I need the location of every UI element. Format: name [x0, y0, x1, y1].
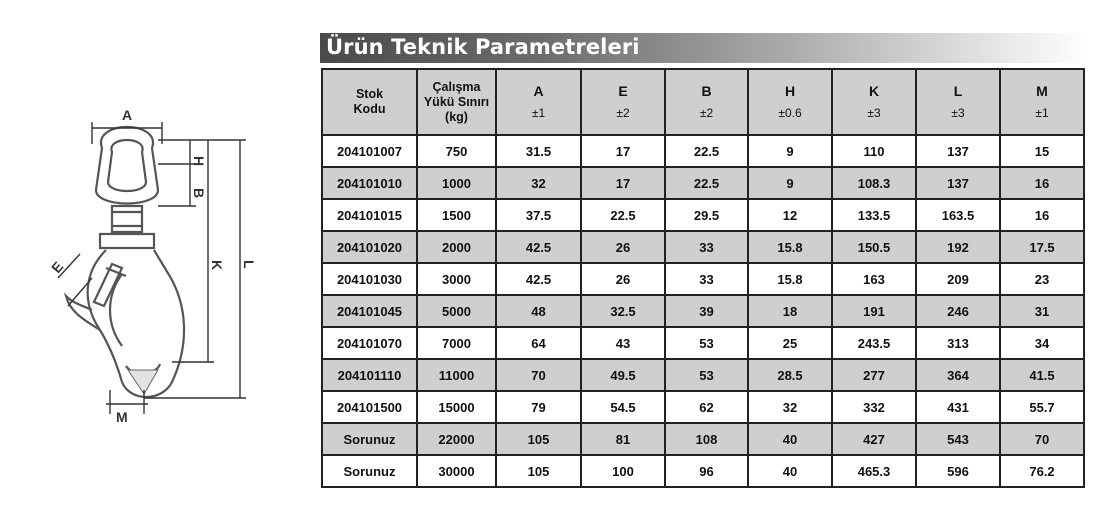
table-row [322, 327, 1084, 359]
hook-diagram [40, 100, 280, 430]
table-cell: 465.3 [832, 455, 916, 487]
table-cell: 32 [496, 167, 581, 199]
table-cell: 277 [832, 359, 916, 391]
table-cell: 28.5 [748, 359, 832, 391]
table-cell: 163 [832, 263, 916, 295]
column-header [1000, 69, 1084, 135]
table-cell: 1500 [417, 199, 496, 231]
table-cell: 53 [665, 327, 748, 359]
table-cell: 81 [581, 423, 665, 455]
table-cell: 76.2 [1000, 455, 1084, 487]
table-cell: 18 [748, 295, 832, 327]
column-tolerance: ±2 [699, 106, 714, 120]
table-cell: 15 [1000, 135, 1084, 167]
column-tolerance: ±2 [616, 106, 630, 120]
table-cell: 204101070 [322, 327, 417, 359]
column-header-label: (kg) [445, 109, 468, 124]
table-cell: 70 [1000, 423, 1084, 455]
table-cell: 110 [832, 135, 916, 167]
table-cell: Sorunuz [322, 423, 417, 455]
column-header [496, 69, 581, 135]
table-cell: Sorunuz [322, 455, 417, 487]
table-cell: 9 [748, 135, 832, 167]
table-cell: 17 [581, 135, 665, 167]
table-cell: 3000 [417, 263, 496, 295]
dim-label-h: H [191, 156, 207, 167]
column-header-label: L [953, 83, 963, 99]
table-cell: 33 [665, 263, 748, 295]
table-cell: 204101020 [322, 231, 417, 263]
table-cell: 108.3 [832, 167, 916, 199]
column-tolerance: ±1 [1035, 106, 1049, 120]
table-row [322, 199, 1084, 231]
table-cell: 40 [748, 455, 832, 487]
dim-label-m: M [116, 409, 128, 425]
table-cell: 9 [748, 167, 832, 199]
table-cell: 431 [916, 391, 1000, 423]
column-header-label: A [533, 83, 544, 99]
table-cell: 70 [496, 359, 581, 391]
column-header [665, 69, 748, 135]
table-cell: 34 [1000, 327, 1084, 359]
table-cell: 23 [1000, 263, 1084, 295]
table-cell: 15.8 [748, 263, 832, 295]
dim-label-a: A [122, 107, 133, 123]
table-row [322, 231, 1084, 263]
table-cell: 49.5 [581, 359, 665, 391]
column-header [322, 69, 417, 135]
table-cell: 243.5 [832, 327, 916, 359]
column-tolerance: ±0.6 [778, 106, 802, 120]
table-cell: 163.5 [916, 199, 1000, 231]
table-cell: 17.5 [1000, 231, 1084, 263]
table-cell: 137 [916, 167, 1000, 199]
column-header [832, 69, 916, 135]
table-cell: 41.5 [1000, 359, 1084, 391]
column-header-label: K [868, 83, 880, 99]
table-cell: 53 [665, 359, 748, 391]
table-cell: 11000 [417, 359, 496, 391]
column-header-label: Çalışma [432, 79, 481, 94]
column-tolerance: ±3 [951, 106, 965, 120]
table-cell: 192 [916, 231, 1000, 263]
table-row [322, 167, 1084, 199]
table-cell: 22000 [417, 423, 496, 455]
table-cell: 108 [665, 423, 748, 455]
column-header [417, 69, 496, 135]
dim-label-k: K [209, 260, 225, 271]
table-row [322, 135, 1084, 167]
table-cell: 7000 [417, 327, 496, 359]
table-cell: 596 [916, 455, 1000, 487]
table-cell: 105 [496, 423, 581, 455]
column-header [748, 69, 832, 135]
table-cell: 150.5 [832, 231, 916, 263]
table-cell: 12 [748, 199, 832, 231]
table-cell: 313 [916, 327, 1000, 359]
table-cell: 543 [916, 423, 1000, 455]
table-cell: 29.5 [665, 199, 748, 231]
table-cell: 62 [665, 391, 748, 423]
table-row [322, 391, 1084, 423]
table-cell: 43 [581, 327, 665, 359]
table-cell: 39 [665, 295, 748, 327]
table-cell: 750 [417, 135, 496, 167]
dim-label-l: L [241, 260, 257, 269]
table-cell: 22.5 [665, 135, 748, 167]
table-cell: 16 [1000, 199, 1084, 231]
table-cell: 204101010 [322, 167, 417, 199]
table-row [322, 295, 1084, 327]
table-cell: 191 [832, 295, 916, 327]
table-cell: 204101045 [322, 295, 417, 327]
column-header-label: Kodu [353, 102, 386, 116]
section-title: Ürün Teknik Parametreleri [326, 35, 640, 59]
table-cell: 42.5 [496, 263, 581, 295]
table-cell: 1000 [417, 167, 496, 199]
table-cell: 246 [916, 295, 1000, 327]
table-cell: 37.5 [496, 199, 581, 231]
table-row [322, 423, 1084, 455]
swivel-hook-icon [40, 100, 280, 430]
table-cell: 55.7 [1000, 391, 1084, 423]
table-cell: 48 [496, 295, 581, 327]
column-header-label: M [1036, 83, 1048, 99]
table-cell: 2000 [417, 231, 496, 263]
table-cell: 33 [665, 231, 748, 263]
table-cell: 100 [581, 455, 665, 487]
table-cell: 31 [1000, 295, 1084, 327]
table-cell: 22.5 [581, 199, 665, 231]
table-cell: 204101500 [322, 391, 417, 423]
table-cell: 40 [748, 423, 832, 455]
table-cell: 133.5 [832, 199, 916, 231]
table-row [322, 359, 1084, 391]
table-cell: 105 [496, 455, 581, 487]
table-cell: 204101007 [322, 135, 417, 167]
table-cell: 25 [748, 327, 832, 359]
dim-label-b: B [191, 188, 207, 199]
column-tolerance: ±1 [531, 106, 546, 120]
column-header [916, 69, 1000, 135]
column-header-label: E [618, 83, 628, 99]
table-cell: 15.8 [748, 231, 832, 263]
table-cell: 32.5 [581, 295, 665, 327]
table-cell: 64 [496, 327, 581, 359]
table-cell: 209 [916, 263, 1000, 295]
table-cell: 16 [1000, 167, 1084, 199]
table-cell: 364 [916, 359, 1000, 391]
table-cell: 31.5 [496, 135, 581, 167]
table-cell: 204101030 [322, 263, 417, 295]
column-header-label: Stok [355, 87, 384, 101]
table-cell: 79 [496, 391, 581, 423]
section-title-bar [320, 33, 1090, 63]
dim-label-e: E [48, 258, 67, 276]
table-row [322, 263, 1084, 295]
table-cell: 137 [916, 135, 1000, 167]
table-cell: 17 [581, 167, 665, 199]
table-cell: 332 [832, 391, 916, 423]
column-header-label: Yükü Sınırı [423, 94, 490, 109]
table-cell: 54.5 [581, 391, 665, 423]
table-cell: 15000 [417, 391, 496, 423]
table-body [322, 135, 1084, 487]
table-header-row [322, 69, 1084, 135]
table-cell: 26 [581, 263, 665, 295]
column-tolerance: ±3 [867, 106, 881, 120]
table-cell: 42.5 [496, 231, 581, 263]
table-cell: 22.5 [665, 167, 748, 199]
table-cell: 427 [832, 423, 916, 455]
table-cell: 30000 [417, 455, 496, 487]
parameters-table [321, 68, 1085, 488]
table-row [322, 455, 1084, 487]
table-cell: 204101015 [322, 199, 417, 231]
column-header [581, 69, 665, 135]
column-header-label: H [784, 83, 796, 99]
table-cell: 96 [665, 455, 748, 487]
column-header-label: B [701, 83, 712, 99]
table-cell: 26 [581, 231, 665, 263]
table-cell: 204101110 [322, 359, 417, 391]
table-cell: 32 [748, 391, 832, 423]
table-cell: 5000 [417, 295, 496, 327]
